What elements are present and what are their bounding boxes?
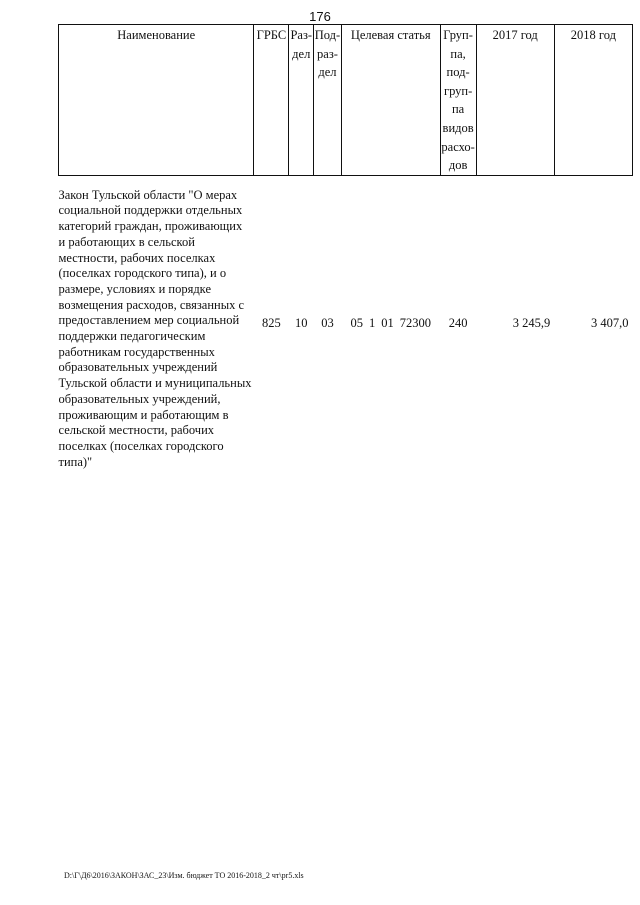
header-target: Целевая статья bbox=[341, 25, 440, 176]
row-podrazdel: 03 bbox=[321, 315, 334, 330]
header-2017: 2017 год bbox=[476, 25, 554, 176]
row-group: 240 bbox=[448, 315, 468, 330]
row-target-subprogram: 1 bbox=[368, 315, 376, 330]
row-2017: 3 245,9 bbox=[512, 315, 551, 330]
header-2018: 2018 год bbox=[554, 25, 632, 176]
row-razdel: 10 bbox=[295, 315, 308, 330]
header-podrazdel: Под-раз-дел bbox=[314, 25, 342, 176]
row-name: Закон Тульской области "О мерах социальной поддержки отдельных категорий граждан, проживающих и работающих в сельской местности, рабочих поселках (поселках городского типа), и о размере, условиях и порядке возмещения расходов, связанных с предоставлением мер социальной поддержки педагогическим работникам государственных образовательных учреждений Тульской области и муниципальных образовательных учреждений, проживающим и работающим в сельской местности, рабочих поселках (поселках городского типа)" bbox=[58, 187, 252, 469]
page-number: 176 bbox=[309, 9, 331, 24]
header-razdel: Раз-дел bbox=[289, 25, 314, 176]
header-name: Наименование bbox=[59, 25, 254, 176]
row-target-program: 05 bbox=[350, 315, 363, 330]
row-target-main: 01 bbox=[381, 315, 394, 330]
row-2018: 3 407,0 bbox=[591, 315, 629, 330]
row-grbs: 825 bbox=[262, 315, 281, 330]
header-group: Груп-па, под-груп-па видов расхо-дов bbox=[440, 25, 476, 176]
footer-file-path: D:\Г\Д6\2016\ЗАКОН\ЗАС_23\Изм. бюджет ТО 2016-2018_2 чт\pr5.xls bbox=[64, 871, 304, 880]
budget-table bbox=[58, 24, 633, 470]
table-row bbox=[59, 175, 633, 470]
row-target bbox=[341, 175, 440, 470]
row-target-direction: 72300 bbox=[399, 315, 431, 330]
table-header-row bbox=[59, 25, 633, 176]
header-grbs: ГРБС bbox=[254, 25, 289, 176]
